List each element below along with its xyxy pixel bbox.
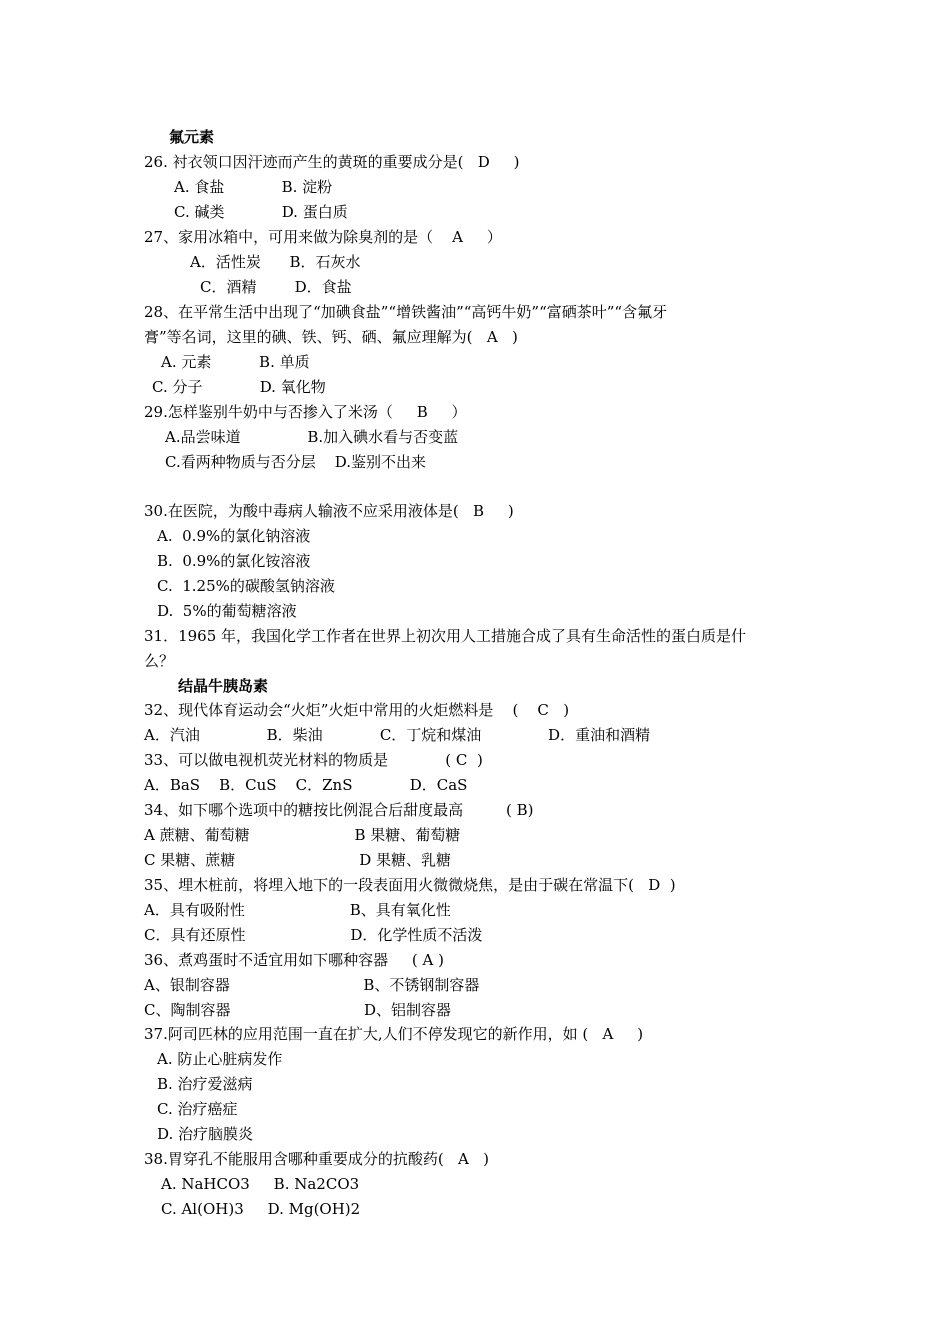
q37-option-a: A. 防止心脏病发作 (157, 1050, 283, 1068)
question-34: 34、如下哪个选项中的糖按比例混合后甜度最高 ( B) (144, 801, 534, 819)
q26-options-cd: C. 碱类 D. 蛋白质 (174, 203, 348, 221)
question-36: 36、煮鸡蛋时不适宜用如下哪种容器 ( A ) (144, 951, 445, 969)
q27-options-cd: C．酒精 D．食盐 (200, 278, 352, 296)
q35-options-ab: A．具有吸附性 B、具有氧化性 (144, 901, 451, 919)
q34-options-ab: A 蔗糖、葡萄糖 B 果糖、葡萄糖 (144, 826, 461, 844)
q30-option-c: C. 1.25%的碳酸氢钠溶液 (157, 577, 335, 595)
question-32: 32、现代体育运动会“火炬”火炬中常用的火炬燃料是 ( C ) (144, 701, 570, 719)
question-31-line1: 31．1965 年，我国化学工作者在世界上初次用人工措施合成了具有生命活性的蛋白质是什 (144, 627, 747, 645)
q26-options-ab: A. 食盐 B. 淀粉 (174, 178, 333, 196)
question-35: 35、埋木桩前，将埋入地下的一段表面用火微微烧焦，是由于碳在常温下( D ) (144, 876, 676, 894)
q34-options-cd: C 果糖、蔗糖 D 果糖、乳糖 (144, 851, 452, 869)
question-27: 27、家用冰箱中，可用来做为除臭剂的是（ A ） (144, 228, 502, 246)
answer-fluorine: 氟元素 (169, 128, 215, 146)
question-28-line2: 膏”等名词，这里的碘、铁、钙、硒、氟应理解为( A ) (144, 328, 518, 346)
q38-options-cd: C. Al(OH)3 D. Mg(OH)2 (161, 1200, 361, 1218)
q28-options-cd: C. 分子 D. 氧化物 (152, 378, 326, 396)
q36-options-ab: A、银制容器 B、不锈钢制容器 (144, 976, 480, 994)
question-37: 37.阿司匹林的应用范围一直在扩大,人们不停发现它的新作用，如 ( A ) (144, 1025, 644, 1043)
q30-option-a: A. 0.9%的氯化钠溶液 (157, 527, 311, 545)
q33-options: A．BaS B．CuS C．ZnS D．CaS (144, 776, 468, 794)
question-31-line2: 么？ (144, 652, 175, 670)
question-38: 38.胃穿孔不能服用含哪种重要成分的抗酸药( A ) (144, 1150, 490, 1168)
q37-option-d: D. 治疗脑膜炎 (157, 1125, 254, 1143)
q38-options-ab: A. NaHCO3 B. Na2CO3 (161, 1175, 360, 1193)
question-29: 29.怎样鉴别牛奶中与否掺入了米汤（ B ） (144, 403, 467, 421)
question-28-line1: 28、在平常生活中出现了“加碘食盐”“增铁酱油”“高钙牛奶”“富硒茶叶”“含氟牙 (144, 303, 668, 321)
q32-options: A．汽油 B．柴油 C．丁烷和煤油 D．重油和酒精 (144, 726, 651, 744)
q27-options-ab: A．活性炭 B．石灰水 (190, 253, 361, 271)
q29-options-ab: A.品尝味道 B.加入碘水看与否变蓝 (165, 428, 459, 446)
q36-options-cd: C、陶制容器 D、铝制容器 (144, 1001, 452, 1019)
q30-option-d: D. 5%的葡萄糖溶液 (157, 602, 297, 620)
q30-option-b: B. 0.9%的氯化铵溶液 (157, 552, 311, 570)
q35-options-cd: C．具有还原性 D．化学性质不活泼 (144, 926, 483, 944)
answer-insulin: 结晶牛胰岛素 (178, 677, 269, 695)
question-33: 33、可以做电视机荧光材料的物质是 ( C ) (144, 751, 483, 769)
q29-options-cd: C.看两种物质与否分层 D.鉴别不出来 (165, 453, 427, 471)
question-26: 26. 衬衣领口因汗迹而产生的黄斑的重要成分是( D ) (144, 153, 520, 171)
q28-options-ab: A. 元素 B. 单质 (161, 353, 310, 371)
q37-option-b: B. 治疗爱滋病 (157, 1075, 253, 1093)
question-30: 30.在医院，为酸中毒病人输液不应采用液体是( B ) (144, 502, 514, 520)
q37-option-c: C. 治疗癌症 (157, 1100, 238, 1118)
